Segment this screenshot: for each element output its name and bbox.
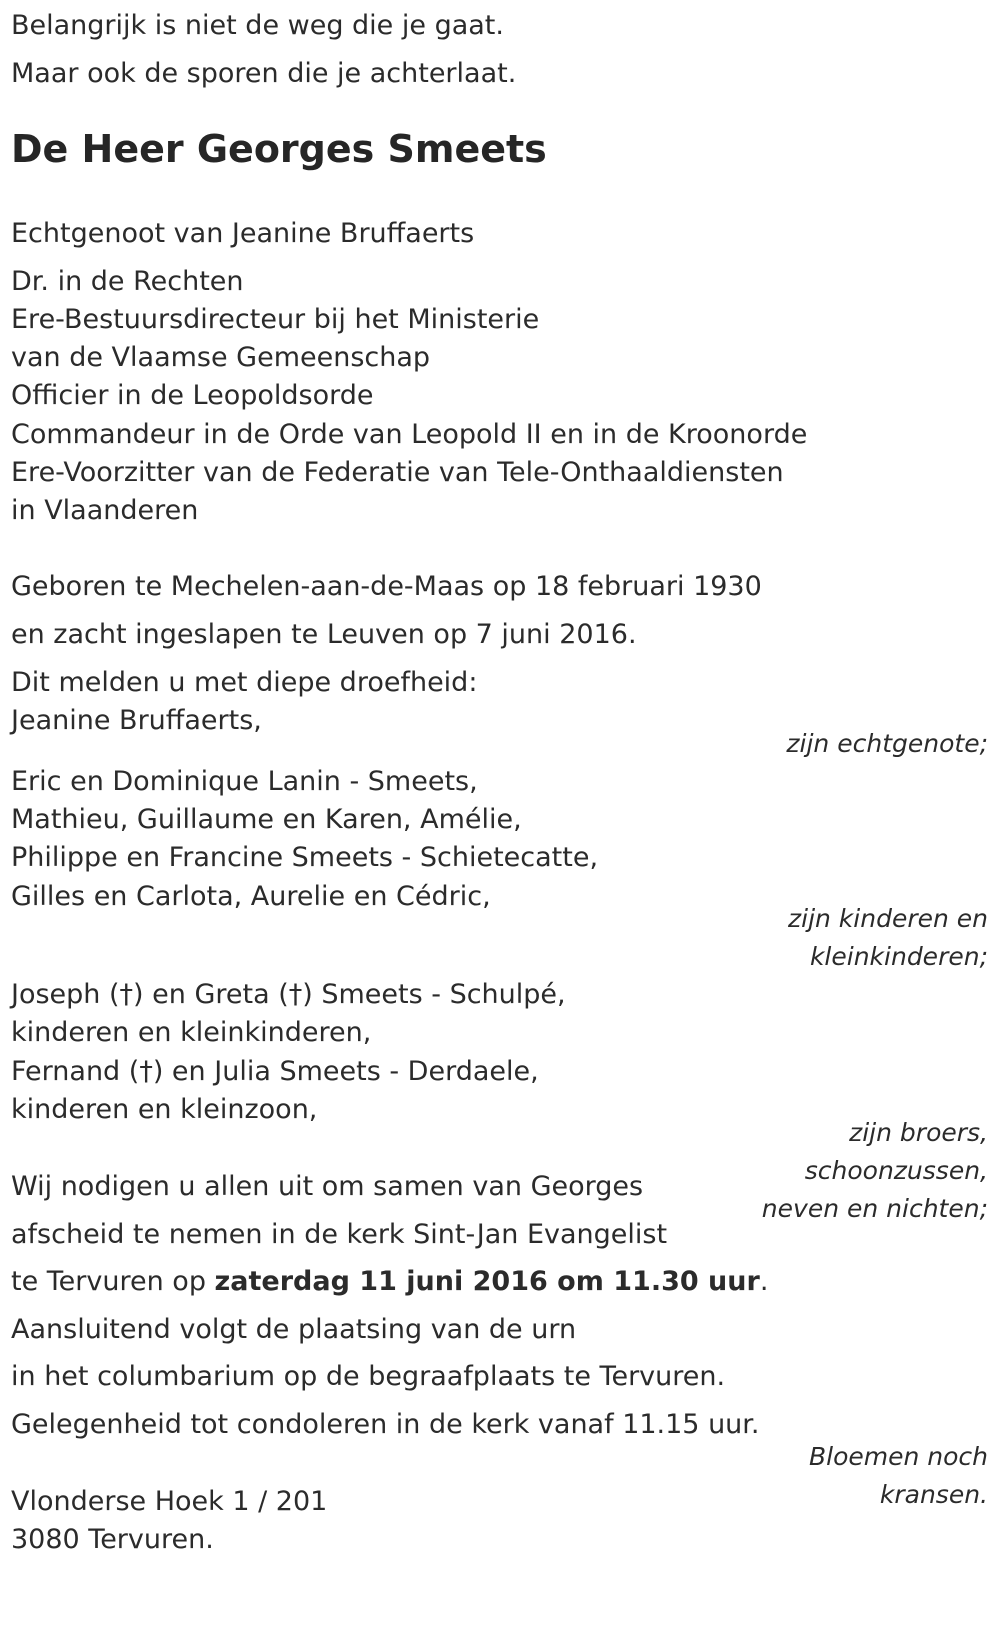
invitation-line (11, 1268, 768, 1295)
invitation-line: Aansluitend volgt de plaatsing van de urn (11, 1314, 577, 1345)
sibling-line: kinderen en kleinzoon, (11, 1094, 318, 1125)
title-line: Ere-Voorzitter van de Federatie van Tele-Onthaaldiensten (11, 457, 784, 488)
sibling-line: kinderen en kleinkinderen, (11, 1017, 372, 1048)
children-relation: zijn kinderen en (788, 904, 988, 933)
sibling-line: Joseph (†) en Greta (†) Smeets - Schulpé, (11, 979, 566, 1010)
invitation-line: Gelegenheid tot condoleren in de kerk vanaf 11.15 uur. (11, 1409, 760, 1440)
child-line: Mathieu, Guillaume en Karen, Amélie, (11, 804, 522, 835)
flowers-note: Bloemen noch (808, 1442, 988, 1471)
title-line: van de Vlaamse Gemeenschap (11, 342, 431, 373)
spouse-line: Echtgenoot van Jeanine Bruffaerts (11, 218, 475, 249)
title-line: Commandeur in de Orde van Leopold II en in de Kroonorde (11, 419, 808, 450)
children-relation: kleinkinderen; (809, 942, 988, 971)
siblings-relation: zijn broers, (849, 1118, 988, 1147)
child-line: Eric en Dominique Lanin - Smeets, (11, 766, 478, 797)
motto-line-1: Belangrijk is niet de weg die je gaat. (11, 10, 504, 41)
invitation-line: in het columbarium op de begraafplaats te Tervuren. (11, 1361, 726, 1392)
flowers-note: kransen. (879, 1480, 988, 1509)
ceremony-datetime: zaterdag 11 juni 2016 om 11.30 uur (214, 1266, 760, 1297)
death-line: en zacht ingeslapen te Leuven op 7 juni 2016. (11, 619, 637, 650)
birth-line: Geboren te Mechelen-aan-de-Maas op 18 februari 1930 (11, 571, 762, 602)
motto-line-2: Maar ook de sporen die je achterlaat. (11, 58, 517, 89)
address-line: Vlonderse Hoek 1 / 201 (11, 1486, 328, 1517)
child-line: Gilles en Carlota, Aurelie en Cédric, (11, 881, 491, 912)
title-line: in Vlaanderen (11, 495, 199, 526)
address-line: 3080 Tervuren. (11, 1524, 214, 1555)
title-line: Dr. in de Rechten (11, 266, 244, 297)
siblings-relation: schoonzussen, (804, 1156, 988, 1185)
announce-line: Dit melden u met diepe droefheid: (11, 667, 478, 698)
invitation-prefix: te Tervuren op (11, 1266, 215, 1297)
title-line: Ere-Bestuursdirecteur bij het Ministerie (11, 304, 540, 335)
invitation-line: Wij nodigen u allen uit om samen van Georges (11, 1171, 644, 1202)
sibling-line: Fernand (†) en Julia Smeets - Derdaele, (11, 1056, 539, 1087)
invitation-line: afscheid te nemen in de kerk Sint-Jan Evangelist (11, 1219, 668, 1250)
siblings-relation: neven en nichten; (761, 1194, 988, 1223)
widow-name: Jeanine Bruffaerts, (11, 705, 262, 736)
deceased-name: De Heer Georges Smeets (11, 127, 547, 171)
widow-relation: zijn echtgenote; (786, 729, 988, 758)
invitation-suffix: . (759, 1266, 769, 1297)
title-line: Officier in de Leopoldsorde (11, 380, 374, 411)
child-line: Philippe en Francine Smeets - Schietecatte, (11, 842, 599, 873)
